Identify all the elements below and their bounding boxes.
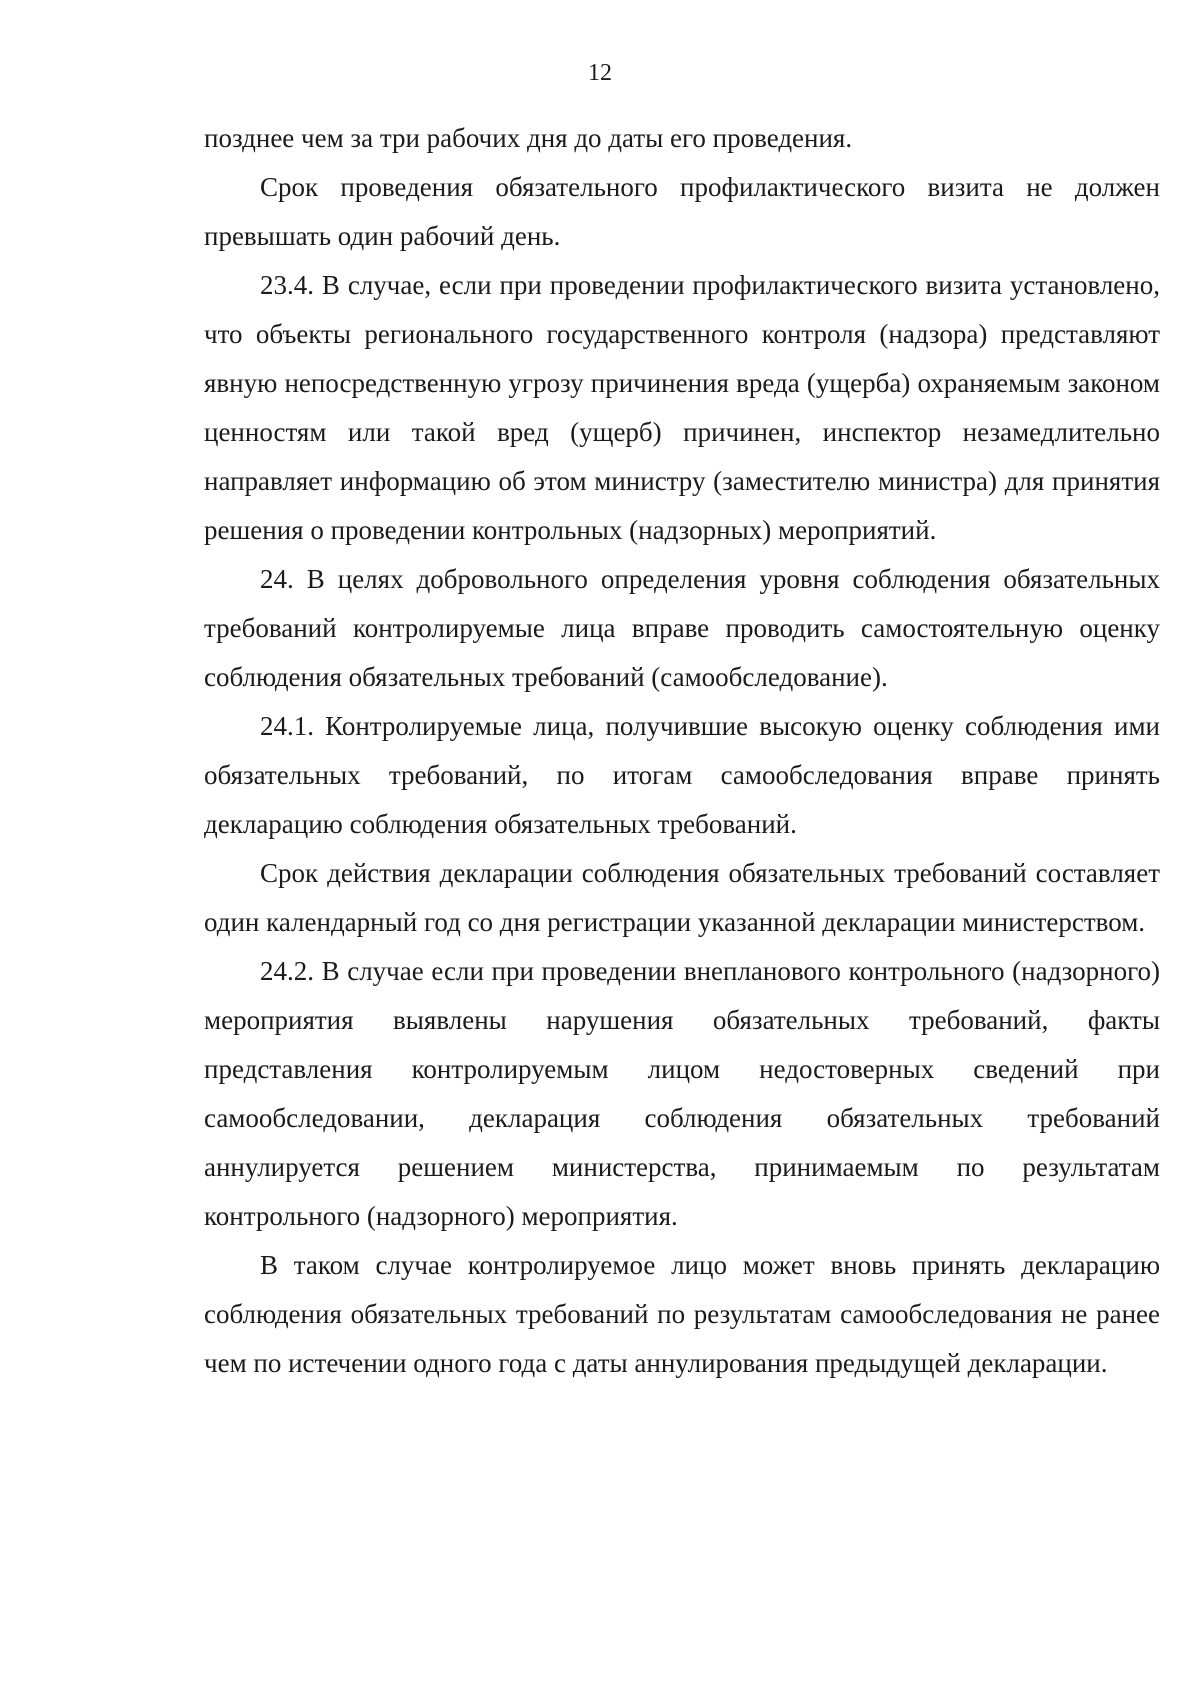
paragraph-5: 24.1. Контролируемые лица, получившие высокую оценку соблюдения ими обязательных требований, по итогам самообследования вправе принять декларацию соблюдения обязательных требований. xyxy=(204,711,1160,839)
paragraph-8: В таком случае контролируемое лицо может вновь принять декларацию соблюдения обязательных требований по результатам самообследования не ранее чем по истечении одного года с даты аннулирования предыдущей декларации. xyxy=(204,1250,1160,1378)
paragraph-1: позднее чем за три рабочих дня до даты его проведения. xyxy=(204,123,853,153)
paragraph-2: Срок проведения обязательного профилактического визита не должен превышать один рабочий день. xyxy=(204,172,1160,251)
paragraph-7: 24.2. В случае если при проведении внепланового контрольного (надзорного) мероприятия выявлены нарушения обязательных требований, факты представления контролируемым лицом недостоверных сведений при самообследовании, декларация соблюдения обязательных требований аннулируется решением министерства, принимаемым по результатам контрольного (надзорного) мероприятия. xyxy=(204,956,1160,1231)
document-body xyxy=(204,114,1160,1388)
paragraph-6: Срок действия декларации соблюдения обязательных требований составляет один календарный год со дня регистрации указанной декларации министерством. xyxy=(204,858,1160,937)
paragraph-3: 23.4. В случае, если при проведении профилактического визита установлено, что объекты регионального государственного контроля (надзора) представляют явную непосредственную угрозу причинения вреда (ущерба) охраняемым законом ценностям или такой вред (ущерб) причинен, инспектор незамедлительно направляет информацию об этом министру (заместителю министра) для принятия решения о проведении контрольных (надзорных) мероприятий. xyxy=(204,270,1160,545)
paragraph-4: 24. В целях добровольного определения уровня соблюдения обязательных требований контролируемые лица вправе проводить самостоятельную оценку соблюдения обязательных требований (самообследование). xyxy=(204,564,1160,692)
page-number: 12 xyxy=(588,60,612,86)
